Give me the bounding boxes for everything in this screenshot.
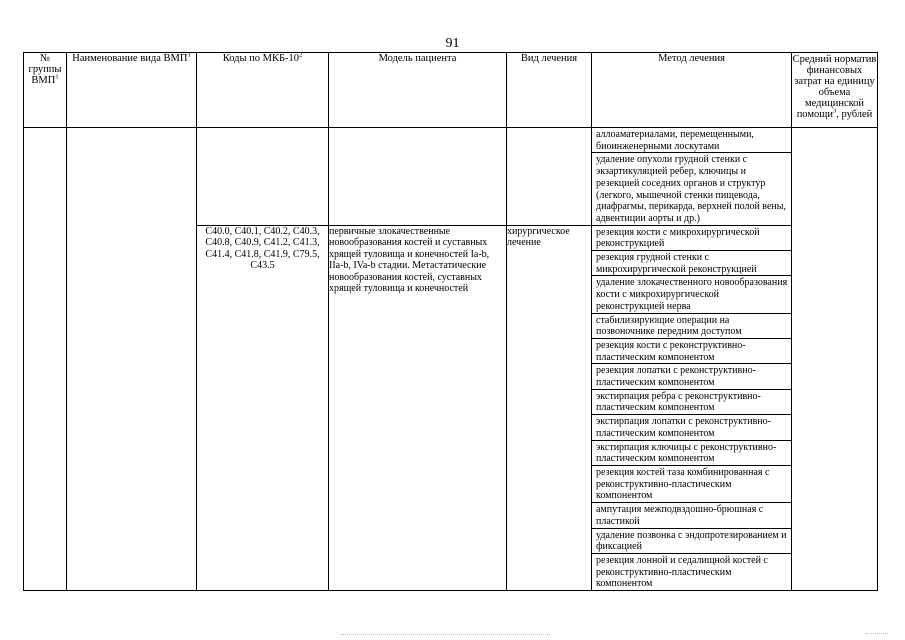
header-treatment-type: Вид лечения bbox=[507, 53, 592, 128]
method-item: стабилизирующие операции на позвоночнике передним доступом bbox=[592, 314, 791, 339]
cell-methods-1 bbox=[592, 128, 792, 226]
cell-codes: C40.0, C40.1, C40.2, C40.3, C40.8, C40.9, C41.2, C41.3, C41.4, C41.8, C41.9, C79.5, C43.5 bbox=[197, 225, 329, 590]
method-item: удаление злокачественного новообразования кости с микрохирургической реконструкцией нерва bbox=[592, 276, 791, 313]
method-item: аллоаматериалами, перемещенными, биоинженерными лоскутами bbox=[592, 128, 791, 153]
header-group-no: № группы ВМП$^1$ bbox=[24, 53, 67, 128]
cell-cost bbox=[792, 128, 878, 591]
cell-name bbox=[67, 128, 197, 591]
page-number: 91 bbox=[445, 36, 460, 51]
method-item: ампутация межподвздошно-брюшная с пластикой bbox=[592, 503, 791, 528]
cell-patient-model: первичные злокачественные новообразования костей и суставных хрящей туловища и конечностей Ia-b, IIa-b, IVa-b стадии. Метастатические новообразования костей, суставных хрящей туловища и конечностей bbox=[329, 225, 507, 590]
method-item: резекция костей таза комбинированная с реконструктивно-пластическим компонентом bbox=[592, 466, 791, 503]
scan-artifact bbox=[866, 633, 888, 637]
scan-artifact bbox=[340, 634, 550, 637]
method-item: экстирпация ключицы с реконструктивно-пластическим компонентом bbox=[592, 441, 791, 466]
header-name: Наименование вида ВМП$^1$ bbox=[67, 53, 197, 128]
header-row bbox=[24, 53, 878, 128]
method-item: резекция лопатки с реконструктивно-пластическим компонентом bbox=[592, 364, 791, 389]
vmp-table bbox=[23, 52, 878, 591]
cell-methods-2 bbox=[592, 225, 792, 590]
header-cost: Средний норматив финансовых затрат на единицу объема медицинской помощи$^3$, рублей bbox=[792, 53, 878, 128]
method-item: резекция лонной и седалищной костей с реконструктивно-пластическим компонентом bbox=[596, 554, 768, 590]
cell-patient-empty bbox=[329, 128, 507, 226]
cell-codes-empty bbox=[197, 128, 329, 226]
header-method: Метод лечения bbox=[592, 53, 792, 128]
header-codes: Коды по МКБ-$10^2$ bbox=[197, 53, 329, 128]
table-row bbox=[24, 128, 878, 226]
header-patient-model: Модель пациента bbox=[329, 53, 507, 128]
cell-treatment-empty bbox=[507, 128, 592, 226]
method-item: экстирпация ребра с реконструктивно-пластическим компонентом bbox=[592, 390, 791, 415]
method-item: удаление позвонка с эндопротезированием и фиксацией bbox=[592, 529, 791, 554]
method-item: удаление опухоли грудной стенки с экзартикуляцией ребер, ключицы и резекцией соседних органов и структур (легкого, мышечной стенки пищевода, диафрагмы, перикарда, верхней полой вены, адвентиции аорты и др.) bbox=[596, 154, 786, 224]
cell-group-no bbox=[24, 128, 67, 591]
method-item: резекция кости с микрохирургической реконструкцией bbox=[592, 226, 791, 251]
method-item: резекция грудной стенки с микрохирургической реконструкцией bbox=[592, 251, 791, 276]
cell-treatment-type: хирургическое лечение bbox=[507, 225, 592, 590]
method-item: экстирпация лопатки с реконструктивно-пластическим компонентом bbox=[592, 415, 791, 440]
method-item: резекция кости с реконструктивно-пластическим компонентом bbox=[592, 339, 791, 364]
